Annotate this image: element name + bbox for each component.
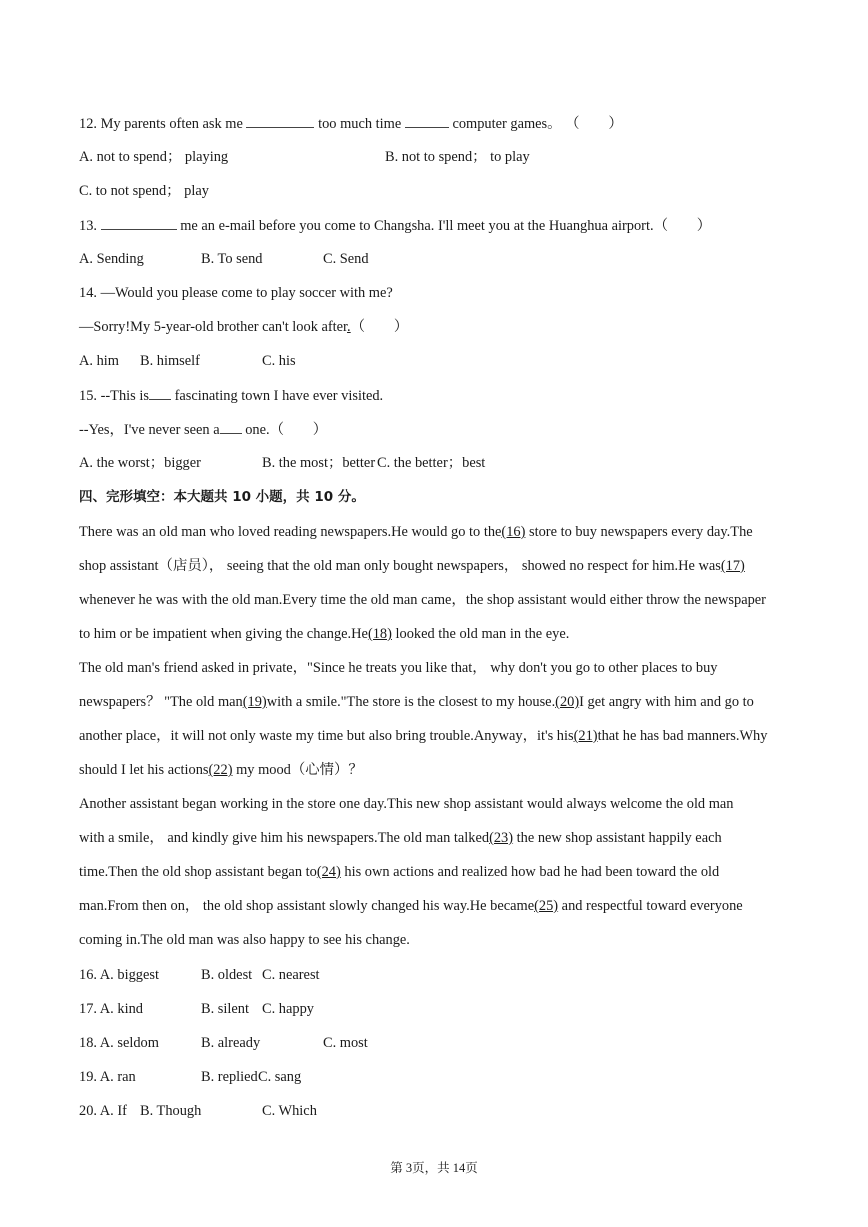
q14-line-2: [79, 317, 812, 337]
q14-question: 14. —Would you please come to play soccer with me?: [79, 285, 393, 301]
passage-line: [79, 556, 812, 576]
q13-stem: [79, 215, 812, 236]
passage-line: [79, 590, 812, 610]
choice-18-c[interactable]: C. most: [323, 1035, 368, 1051]
passage-text: man.From then on， the old shop assistant slowly changed his way.He became: [79, 898, 535, 914]
passage-line: [79, 624, 812, 644]
blank-21[interactable]: (21): [573, 728, 598, 744]
q15-reply-2: one.: [245, 422, 270, 438]
blank-20[interactable]: (20): [555, 694, 580, 710]
q14-blank[interactable]: .: [347, 319, 351, 335]
q12-option-a[interactable]: A. not to spend； playing: [79, 149, 229, 165]
q15-blank-1[interactable]: [149, 385, 171, 400]
q15-blank-2[interactable]: [220, 419, 242, 434]
passage-text: whenever he was with the old man.Every time the old man came，the shop assistant would either throw the newspaper: [79, 592, 766, 608]
q14-option-b[interactable]: B. himself: [140, 353, 200, 369]
passage-text: my mood（心情）？: [232, 762, 363, 778]
choice-18-a[interactable]: 18. A. seldom: [79, 1035, 159, 1051]
passage-text: The old man's friend asked in private，"Since he treats you like that， why don't you go to other places to buy: [79, 660, 718, 676]
choice-20-c[interactable]: C. Which: [262, 1103, 317, 1119]
choice-17-a[interactable]: 17. A. kind: [79, 1001, 143, 1017]
passage-line: [79, 862, 812, 882]
q13-blank[interactable]: [101, 215, 177, 230]
choice-17-c[interactable]: C. happy: [262, 1001, 314, 1017]
passage-line: [79, 930, 812, 950]
passage-text: shop assistant（店员）， seeing that the old man only bought newspapers， showed no respect for him.He was: [79, 558, 721, 574]
q12-option-b[interactable]: B. not to spend； to play: [385, 149, 530, 165]
q12-blank-1[interactable]: [246, 113, 314, 128]
q15-question-2: fascinating town I have ever visited.: [174, 388, 384, 404]
blank-22[interactable]: (22): [208, 762, 233, 778]
passage-line: [79, 726, 812, 746]
blank-19[interactable]: (19): [242, 694, 267, 710]
passage-text: should I let his actions: [79, 762, 209, 778]
blank-17[interactable]: (17): [720, 558, 745, 574]
passage-line: [79, 658, 812, 678]
passage-text: coming in.The old man was also happy to see his change.: [79, 932, 410, 948]
passage-text: and respectful toward everyone: [558, 898, 743, 914]
q14-reply: —Sorry!My 5-year-old brother can't look after: [79, 319, 348, 335]
q12-stem: [79, 113, 812, 134]
q12-answer-paren[interactable]: （ ）: [565, 116, 623, 132]
q13-option-a[interactable]: A. Sending: [79, 251, 144, 267]
q14-option-a[interactable]: A. him: [79, 353, 119, 369]
choice-16-b[interactable]: B. oldest: [201, 967, 253, 983]
choice-16-c[interactable]: C. nearest: [262, 967, 320, 983]
passage-line: [79, 794, 812, 814]
choice-19-c[interactable]: C. sang: [258, 1069, 302, 1085]
passage-text: Another assistant began working in the store one day.This new shop assistant would always welcome the old man: [79, 796, 734, 812]
q15-option-b[interactable]: B. the most；better: [262, 455, 376, 471]
q12-stem-text-3: computer games。: [452, 116, 562, 132]
passage-text: time.Then the old shop assistant began to: [79, 864, 317, 880]
choice-16-a[interactable]: 16. A. biggest: [79, 967, 159, 983]
choice-18-b[interactable]: B. already: [201, 1035, 261, 1051]
q15-line-2: [79, 419, 812, 440]
passage-text: store to buy newspapers every day.The: [525, 524, 753, 540]
q15-line-1: [79, 385, 812, 406]
choice-19-a[interactable]: 19. A. ran: [79, 1069, 136, 1085]
choice-20-a[interactable]: 20. A. If: [79, 1103, 127, 1119]
q12-stem-text-2: too much time: [318, 116, 402, 132]
q13-answer-paren[interactable]: （ ）: [653, 218, 712, 234]
q12-blank-2[interactable]: [405, 113, 449, 128]
passage-text: I get angry with him and go to: [579, 694, 754, 710]
section-title: 四、完形填空：本大题共 10 小题，共 10 分。: [79, 489, 365, 505]
q15-answer-paren[interactable]: （ ）: [269, 422, 328, 438]
passage-text: the new shop assistant happily each: [513, 830, 722, 846]
q14-answer-paren[interactable]: （ ）: [350, 319, 409, 335]
passage-text: another place，it will not only waste my time but also bring trouble.Anyway，it's his: [79, 728, 574, 744]
passage-line: [79, 896, 812, 916]
q13-option-b[interactable]: B. To send: [201, 251, 263, 267]
passage-line: [79, 828, 812, 848]
q15-option-a[interactable]: A. the worst；bigger: [79, 455, 201, 471]
q12-option-c[interactable]: C. to not spend； play: [79, 183, 209, 199]
q13-option-c[interactable]: C. Send: [323, 251, 369, 267]
passage-text: to him or be impatient when giving the change.He: [79, 626, 368, 642]
q14-option-c[interactable]: C. his: [262, 353, 296, 369]
passage-line: [79, 522, 812, 542]
q13-stem-text: 13.: [79, 218, 97, 234]
passage-text: with a smile， and kindly give him his newspapers.The old man talked: [79, 830, 490, 846]
blank-24[interactable]: (24): [316, 864, 341, 880]
page-footer: 第 3页，共 14页: [390, 1161, 478, 1175]
passage-text: There was an old man who loved reading newspapers.He would go to the: [79, 524, 502, 540]
q12-stem-text: 12. My parents often ask me: [79, 116, 243, 132]
passage-text: looked the old man in the eye.: [391, 626, 570, 642]
blank-16[interactable]: (16): [501, 524, 526, 540]
q15-question: 15. --This is: [79, 388, 149, 404]
passage-text: with a smile."The store is the closest to my house.: [266, 694, 556, 710]
blank-23[interactable]: (23): [489, 830, 514, 846]
choice-20-b[interactable]: B. Though: [140, 1103, 202, 1119]
blank-25[interactable]: (25): [534, 898, 559, 914]
choice-17-b[interactable]: B. silent: [201, 1001, 249, 1017]
choice-19-b[interactable]: B. replied: [201, 1069, 258, 1085]
blank-18[interactable]: (18): [367, 626, 392, 642]
passage-line: [79, 760, 812, 780]
passage-text: his own actions and realized how bad he had been toward the old: [340, 864, 720, 880]
passage-text: newspapers？ "The old man: [79, 694, 243, 710]
passage-text: that he has bad manners.Why: [597, 728, 768, 744]
q13-stem-text-2: me an e-mail before you come to Changsha. I'll meet you at the Huanghua airport.: [180, 218, 654, 234]
q15-reply: --Yes，I've never seen a: [79, 422, 220, 438]
passage-line: [79, 692, 812, 712]
q14-line-1: [79, 283, 812, 303]
q15-option-c[interactable]: C. the better；best: [377, 455, 486, 471]
